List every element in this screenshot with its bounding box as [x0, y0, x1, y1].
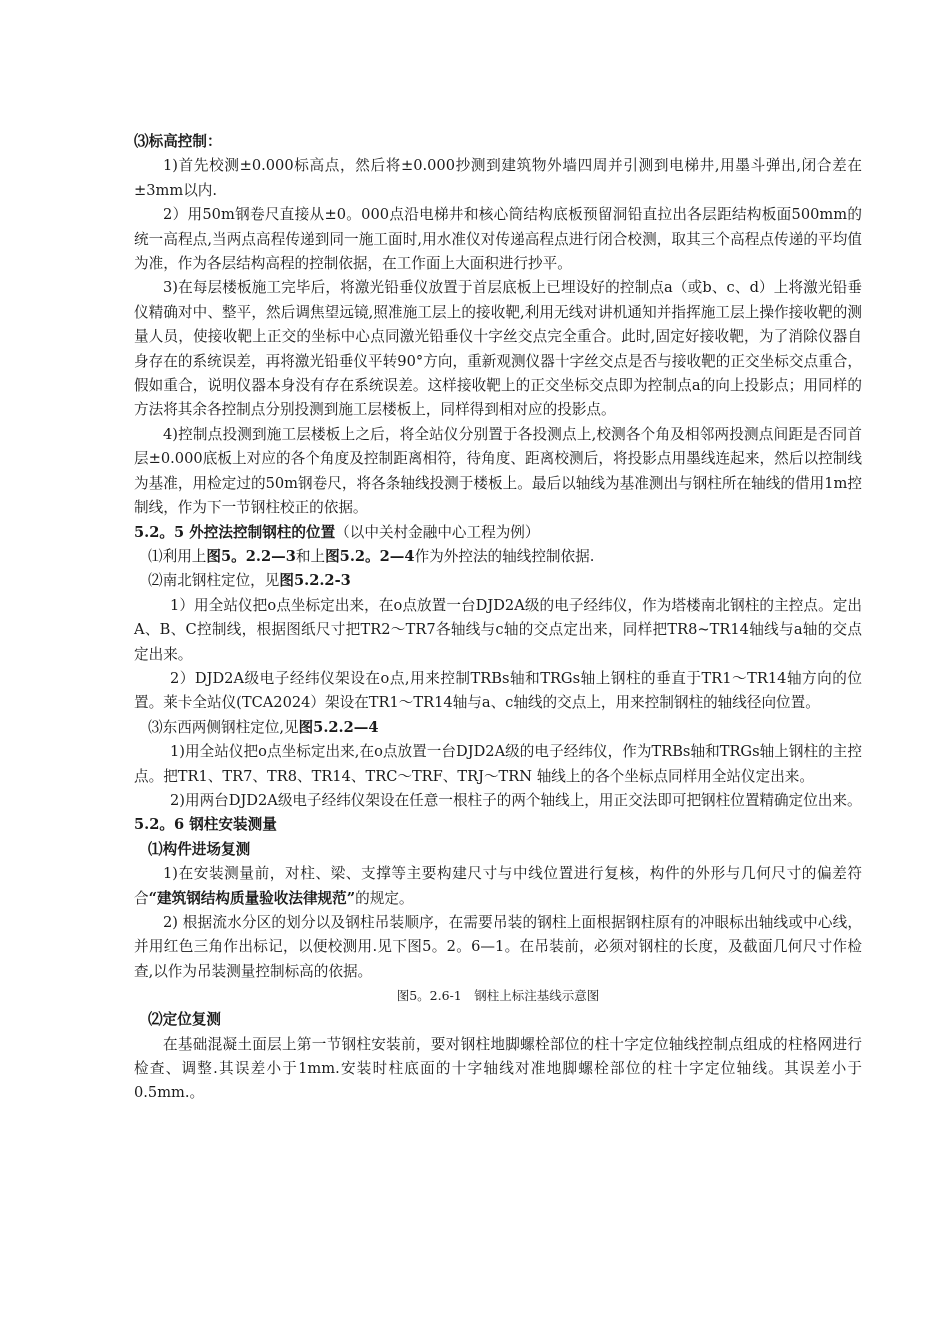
paragraph: [134, 862, 862, 911]
figure-reference: 图5.2.2—4: [298, 718, 379, 736]
text-run: 1)在安装测量前，对柱、梁、支撑等主要构建尺寸与中线位置进行复核，构件的外形与几何尺寸的偏差符合: [134, 865, 862, 907]
document-body: [134, 130, 862, 1106]
paragraph: 2)用两台DJD2A级电子经纬仪架设在任意一根柱子的两个轴线上，用正交法即可把钢柱位置精确定位出来。: [170, 791, 862, 809]
heading-note: （以中关村金融中心工程为例）: [335, 523, 540, 541]
figure-reference: 图5.2.2-3: [279, 572, 351, 590]
figure-reference: 图5.2。2—4: [325, 547, 415, 565]
paragraph: [134, 545, 862, 569]
subheading-position-recheck: ⑵定位复测: [148, 1011, 221, 1029]
text-run: ⑵南北钢柱定位，见: [148, 572, 280, 590]
paragraph: [134, 716, 862, 740]
paragraph: 1）用全站仪把o点坐标定出来，在o点放置一台DJD2A级的电子经纬仪，作为塔楼南北钢柱的主控点。定出A、B、C控制线，根据图纸尺寸把TR2～TR7各轴线与c轴的交点定出来，同样把TR8~TR14轴线与a轴的交点定出来。: [134, 596, 862, 663]
paragraph: 2) 根据流水分区的划分以及钢柱吊装顺序，在需要吊装的钢柱上面根据钢柱原有的冲眼标出轴线或中心线，并用红色三角作出标记，以便校测用.见下图5。2。6—1。在吊装前，必须对钢柱的长度，及截面几何尺寸作检查,以作为吊装测量控制标高的依据。: [134, 914, 862, 980]
figure-reference: 图5。2.2—3: [206, 547, 296, 565]
paragraph: [134, 569, 862, 593]
paragraph: 2）DJD2A级电子经纬仪架设在o点,用来控制TRBs轴和TRGs轴上钢柱的垂直于TR1～TR14轴方向的位置。莱卡全站仪(TCA2024）架设在TR1～TR14轴与a、c轴线的交点上，用来控制钢柱的轴线径向位置。: [134, 669, 862, 712]
section-heading-elevation: ⑶标高控制：: [134, 133, 222, 150]
subheading-incoming-recheck: ⑴构件进场复测: [148, 840, 251, 858]
standard-reference: “建筑钢结构质量验收法律规范”: [148, 889, 356, 907]
paragraph: 1)用全站仪把o点坐标定出来,在o点放置一台DJD2A级的电子经纬仪，作为TRBs轴和TRGs轴上钢柱的主控点。把TR1、TR7、TR8、TR14、TRC～TRF、TRJ～TRN 轴线上的各个坐标点同样用全站仪定出来。: [134, 743, 862, 785]
text-run: 和上: [295, 547, 326, 565]
heading-number-title: 5.2。5 外控法控制钢柱的位置: [134, 523, 336, 541]
text-run: ⑶东西两侧钢柱定位,见: [148, 718, 299, 736]
text-run: 的规定。: [355, 889, 414, 907]
paragraph: 在基础混凝土面层上第一节钢柱安装前，要对钢柱地脚螺栓部位的柱十字定位轴线控制点组成的柱格网进行检查、调整.其误差小于1mm.安装时柱底面的十字轴线对准地脚螺栓部位的柱十字定位轴线。其误差小于0.5mm.。: [134, 1035, 862, 1102]
section-heading-5-2-6: 5.2。6 钢柱安装测量: [134, 816, 277, 834]
paragraph: 3)在每层楼板施工完毕后，将激光铅垂仪放置于首层底板上已埋设好的控制点a（或b、c、d）上将激光铅垂仪精确对中、整平，然后调焦望远镜,照准施工层上的接收靶,利用无线对讲机通知并指挥施工层上操作接收靶的测量人员，使接收靶上正交的坐标中心点同激光铅垂仪十字丝交点完全重合。此时,固定好接收靶，为了消除仪器自身存在的系统误差，再将激光铅垂仪平转90°方向，重新观测仪器十字丝交点是否与接收靶的正交坐标交点重合，假如重合，说明仪器本身没有存在系统误差。这样接收靶上的正交坐标交点即为控制点a的向上投影点；用同样的方法将其余各控制点分别投测到施工层楼板上，同样得到相对应的投影点。: [134, 279, 862, 419]
figure-caption: 图5。2.6-1 钢柱上标注基线示意图: [396, 988, 600, 1004]
paragraph: 4)控制点投测到施工层楼板上之后，将全站仪分别置于各投测点上,校测各个角及相邻两投测点间距是否同首层±0.000底板上对应的各个角度及控制距离相符，待角度、距离校测后，将投影点用墨线连起来，然后以控制线为基准，用检定过的50m钢卷尺，将各条轴线投测于楼板上。最后以轴线为基准测出与钢柱所在轴线的借用1m控制线，作为下一节钢柱校正的依据。: [134, 425, 862, 517]
text-run: ⑴利用上: [148, 547, 207, 565]
section-heading-5-2-5: [134, 521, 862, 545]
paragraph: 1)首先校测±0.000标高点，然后将±0.000抄测到建筑物外墙四周并引测到电梯井,用墨斗弹出,闭合差在±3mm以内.: [134, 157, 862, 199]
text-run: 作为外控法的轴线控制依据.: [414, 547, 595, 565]
paragraph: 2）用50m钢卷尺直接从±0。000点沿电梯井和核心筒结构底板预留洞铅直拉出各层距结构板面500mm的统一高程点,当两点高程传递到同一施工面时,用水准仪对传递高程点进行闭合校测，取其三个高程点传递的平均值为准，作为各层结构高程的控制依据，在工作面上大面积进行抄平。: [134, 206, 862, 273]
